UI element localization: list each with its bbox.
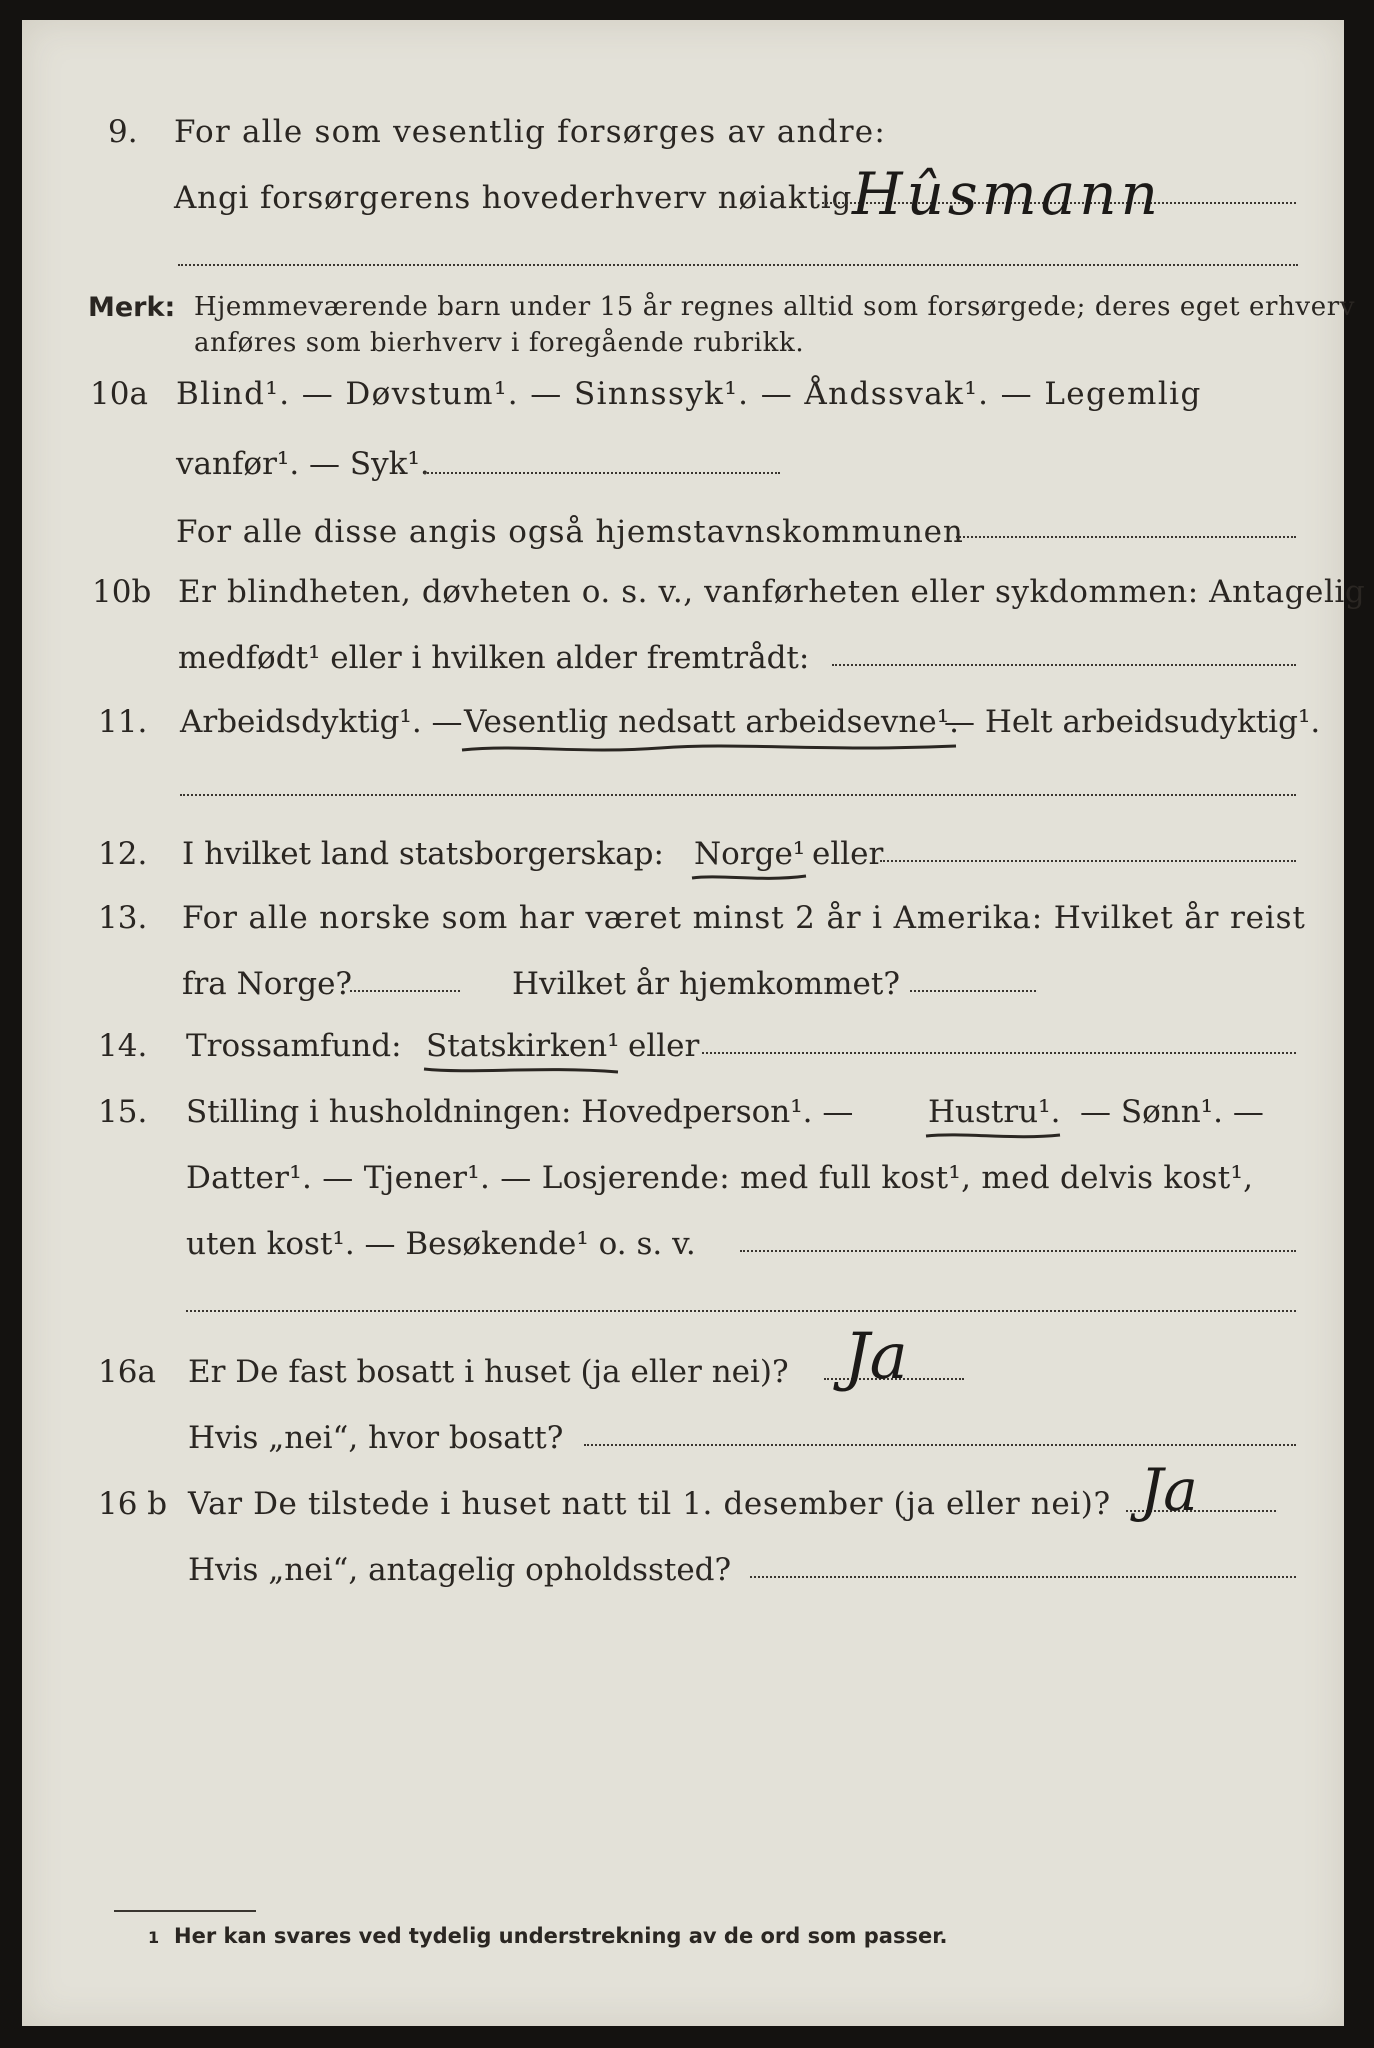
q14-text: Trossamfund: xyxy=(186,1028,402,1064)
merk-line2: anføres som bierhverv i foregående rubrikk. xyxy=(194,328,805,358)
q11-part3: — Helt arbeidsudyktig¹. xyxy=(944,704,1321,740)
merk-label: Merk: xyxy=(88,292,176,323)
q10a-line1: Blind¹. — Døvstum¹. — Sinnssyk¹. — Åndssvak¹. — Legemlig xyxy=(176,376,1202,412)
q16b-line1: Var De tilstede i huset natt til 1. desember (ja eller nei)? xyxy=(188,1486,1111,1522)
census-form-page xyxy=(22,20,1366,2026)
q9-handwritten-answer: Hûsmann xyxy=(852,160,1162,228)
q15-number: 15. xyxy=(98,1094,148,1130)
q14-eller: eller xyxy=(628,1028,700,1064)
q12-text: I hvilket land statsborgerskap: xyxy=(182,836,664,872)
q15-line2: Datter¹. — Tjener¹. — Losjerende: med full kost¹, med delvis kost¹, xyxy=(186,1160,1254,1196)
q16b-number: 16 b xyxy=(98,1486,168,1522)
q15-handwritten-underline xyxy=(924,1130,1064,1146)
q15-line1a: Stilling i husholdningen: Hovedperson¹. — xyxy=(186,1094,854,1130)
q10a-line3: For alle disse angis også hjemstavnskommunen xyxy=(176,514,964,550)
q9-line2: Angi forsørgerens hovederhverv nøiaktig xyxy=(174,180,853,216)
q10a-kommune-line xyxy=(956,536,1296,538)
q9-line1: For alle som vesentlig forsørges av andre: xyxy=(174,114,886,150)
q15-line3: uten kost¹. — Besøkende¹ o. s. v. xyxy=(186,1226,696,1262)
q16b-opholdssted-line xyxy=(750,1576,1296,1578)
q16b-handwritten-answer: Ja xyxy=(1140,1456,1198,1524)
q11-number: 11. xyxy=(98,704,148,740)
q10a-answer-line xyxy=(424,472,780,474)
q15-answer-line xyxy=(740,1250,1296,1252)
q14-answer-line xyxy=(702,1052,1296,1054)
q12-handwritten-underline xyxy=(690,872,810,888)
q16b-line2: Hvis „nei“, antagelig opholdssted? xyxy=(188,1552,732,1588)
q13-number: 13. xyxy=(98,900,148,936)
q10a-line2: vanfør¹. — Syk¹. xyxy=(176,446,430,482)
q14-handwritten-underline xyxy=(422,1064,622,1080)
merk-line1: Hjemmeværende barn under 15 år regnes alltid som forsørgede; deres eget erhverv xyxy=(194,292,1356,322)
q12-eller: eller xyxy=(812,836,884,872)
q11-handwritten-underline xyxy=(460,740,960,760)
q15-line1b: — Sønn¹. — xyxy=(1080,1094,1264,1130)
q11-part1: Arbeidsdyktig¹. — xyxy=(180,704,463,740)
q13-line1: For alle norske som har været minst 2 år i Amerika: Hvilket år reist xyxy=(182,900,1306,936)
q13-reist-line xyxy=(350,990,460,992)
q13-line2b: Hvilket år hjemkommet? xyxy=(512,966,900,1002)
q16a-number: 16a xyxy=(98,1354,156,1390)
q10b-line2: medfødt¹ eller i hvilken alder fremtrådt: xyxy=(178,640,810,676)
footnote-marker: 1 xyxy=(148,1928,160,1947)
q15-hustru-underlined: Hustru¹. xyxy=(928,1094,1061,1130)
footnote-text: Her kan svares ved tydelig understrekning av de ord som passer. xyxy=(174,1924,948,1948)
q11-part2-underlined: Vesentlig nedsatt arbeidsevne¹. xyxy=(464,704,960,740)
q10b-answer-line xyxy=(832,664,1296,666)
q10b-number: 10b xyxy=(92,574,152,610)
footnote-rule xyxy=(114,1910,256,1912)
q12-number: 12. xyxy=(98,836,148,872)
q13-hjemkommet-line xyxy=(910,990,1036,992)
q10a-number: 10a xyxy=(90,376,148,412)
q14-number: 14. xyxy=(98,1028,148,1064)
q16a-line2: Hvis „nei“, hvor bosatt? xyxy=(188,1420,564,1456)
q16a-handwritten-answer: Ja xyxy=(844,1320,908,1394)
q15-extra-line xyxy=(186,1310,1296,1312)
q16a-bosatt-line xyxy=(584,1444,1296,1446)
q11-extra-line xyxy=(180,794,1296,796)
q13-line2a: fra Norge? xyxy=(182,966,353,1002)
q12-norge-underlined: Norge¹ xyxy=(694,836,806,872)
q12-answer-line xyxy=(880,860,1296,862)
q9-number: 9. xyxy=(108,114,138,150)
q16a-line1: Er De fast bosatt i huset (ja eller nei)? xyxy=(188,1354,789,1390)
q14-statskirken-underlined: Statskirken¹ xyxy=(426,1028,620,1064)
q9-extra-line xyxy=(178,264,1298,266)
q10b-line1: Er blindheten, døvheten o. s. v., vanførheten eller sykdommen: Antagelig xyxy=(178,574,1366,610)
